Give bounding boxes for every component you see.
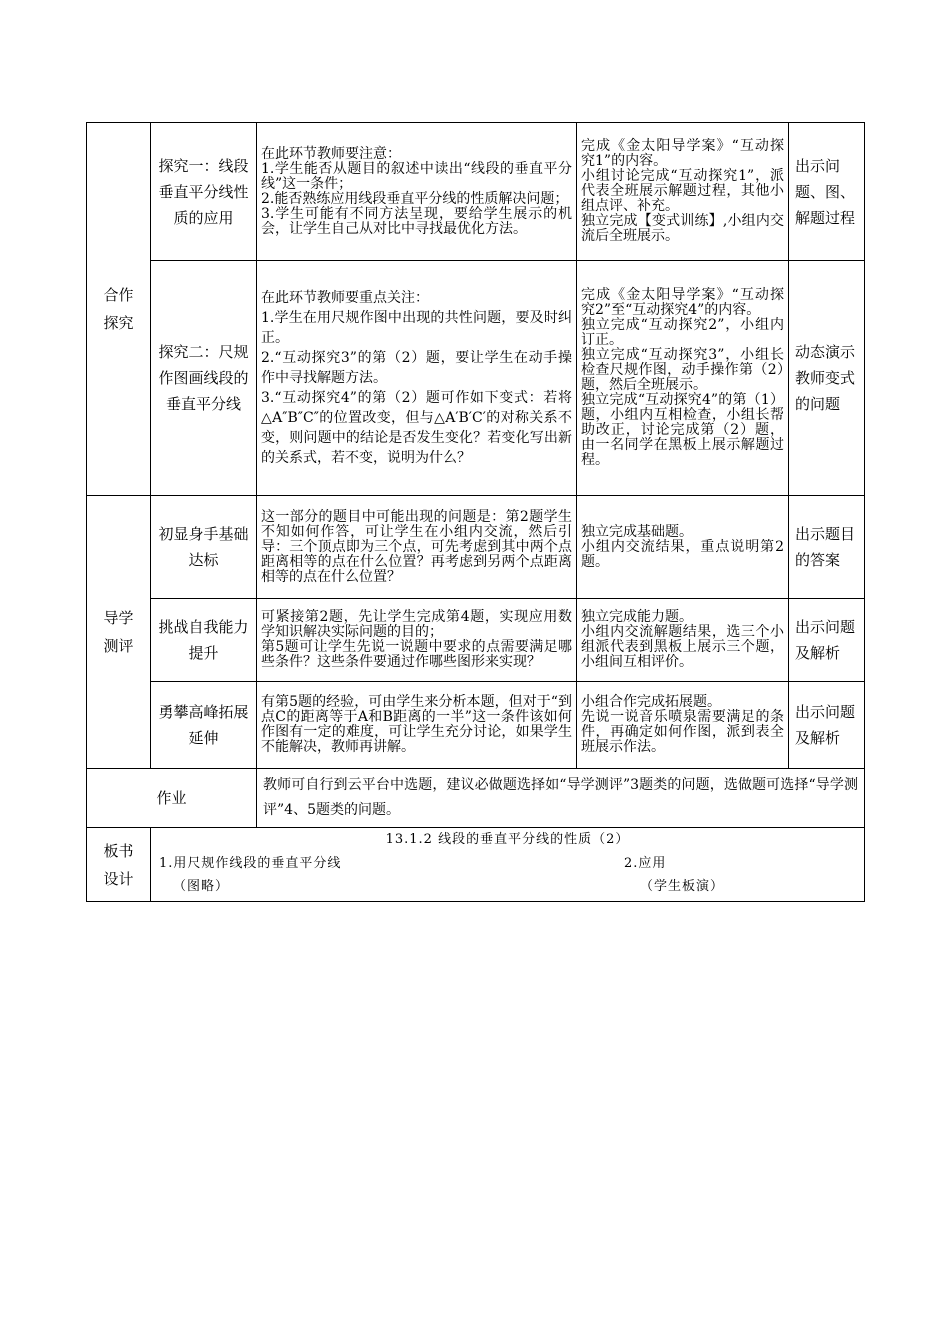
media-cell — [789, 599, 865, 682]
step-cell — [151, 599, 257, 682]
homework-text: 教师可自行到云平台中选题，建议必做题选择如“导学测评”3题类的问题，选做题可选择“导学测评”4、5题类的问题。 — [263, 777, 858, 818]
step-label: 探究一：线段垂直平分线性质的应用 — [158, 156, 249, 227]
media-label: 出示问题及解析 — [795, 703, 856, 747]
step-cell — [151, 682, 257, 769]
section-label: 板书设计 — [103, 841, 134, 888]
teacher-cell — [257, 123, 577, 261]
student-text: 独立完成【变式训练】,小组内交流后全班展示。 — [581, 213, 784, 244]
teacher-text: 2.“互动探究3”的第（2）题，要让学生在动手操作中寻找解题方法。 — [261, 350, 572, 386]
board-headings — [151, 852, 864, 876]
student-cell — [577, 496, 789, 599]
teacher-text: 在此环节教师要重点关注： — [261, 290, 429, 306]
student-cell — [577, 599, 789, 682]
step-cell — [151, 496, 257, 599]
media-label: 出示问题及解析 — [795, 618, 856, 662]
student-text: 完成《金太阳导学案》“互动探究2”至“互动探究4”的内容。 — [581, 287, 784, 318]
table-row — [87, 828, 865, 902]
media-cell — [789, 123, 865, 261]
board-cell — [151, 828, 865, 902]
section-board — [87, 828, 151, 902]
lesson-plan-table — [86, 122, 865, 902]
student-cell — [577, 123, 789, 261]
section-cooperative — [87, 123, 151, 496]
media-label: 出示问题、图、解题过程 — [795, 156, 856, 227]
teacher-text: 3.“互动探究4”的第（2）题可作如下变式：若将△A″B″C″的位置改变，但与△A′B′C′的对称关系不变，则问题中的结论是否发生变化？若变化写出新的关系式，若不变，说明为什么？ — [261, 390, 572, 466]
student-text: 独立完成“互动探究3”，小组长检查尺规作图，动手操作第（2）题，然后全班展示。 — [581, 347, 784, 393]
media-cell — [789, 496, 865, 599]
teacher-text: 第5题可让学生先说一说题中要求的点需要满足哪些条件？这些条件要通过作哪些图形来实现？ — [261, 639, 572, 670]
board-right-heading: 2.应用 — [624, 856, 667, 871]
teacher-cell — [257, 261, 577, 496]
student-cell — [577, 682, 789, 769]
board-notes — [151, 876, 864, 898]
table-row — [87, 769, 865, 828]
teacher-cell — [257, 599, 577, 682]
table-row — [87, 496, 865, 599]
board-title: 13.1.2 线段的垂直平分线的性质（2） — [385, 832, 630, 847]
table-row — [87, 261, 865, 496]
step-label: 探究二：尺规作图画线段的垂直平分线 — [158, 343, 249, 413]
section-homework — [87, 769, 257, 828]
student-text: 小组合作完成拓展题。 — [581, 694, 721, 710]
step-label: 勇攀高峰拓展延伸 — [158, 703, 249, 747]
section-assessment — [87, 496, 151, 769]
student-text: 先说一说音乐喷泉需要满足的条件，再确定如何作图，派到表全班展示作法。 — [581, 709, 784, 755]
section-label: 合作探究 — [103, 286, 134, 332]
teacher-text: 3.学生可能有不同方法呈现，要给学生展示的机会，让学生自己从对比中寻找最优化方法。 — [261, 205, 572, 237]
teacher-text: 在此环节教师要注意： — [261, 145, 401, 162]
step-label: 初显身手基础达标 — [158, 525, 249, 569]
table-row — [87, 599, 865, 682]
student-text: 小组内交流解题结果，选三个小组派代表到黑板上展示三个题，小组间互相评价。 — [581, 624, 784, 670]
media-cell — [789, 261, 865, 496]
table-row — [87, 123, 865, 261]
student-text: 小组讨论完成“互动探究1”，派代表全班展示解题过程，其他小组点评、补充。 — [581, 168, 784, 214]
media-label: 出示题目的答案 — [795, 525, 856, 569]
board-left-heading: 1.用尺规作线段的垂直平分线 — [159, 856, 342, 871]
student-text: 独立完成基础题。 — [581, 523, 693, 540]
step-cell — [151, 261, 257, 496]
teacher-text: 1.学生能否从题目的叙述中读出“线段的垂直平分线”这一条件； — [261, 160, 572, 192]
student-text: 独立完成“互动探究2”，小组内订正。 — [581, 317, 784, 348]
student-text: 独立完成“互动探究4”的第（1）题，小组内互相检查，小组长帮助改正，讨论完成第（2）题，由一名同学在黑板上展示解题过程。 — [581, 392, 784, 468]
step-cell — [151, 123, 257, 261]
board-left-note: （图略） — [173, 879, 230, 894]
section-label: 作业 — [156, 789, 187, 807]
table-row — [87, 682, 865, 769]
student-cell — [577, 261, 789, 496]
media-cell — [789, 682, 865, 769]
student-text: 独立完成能力题。 — [581, 609, 693, 625]
teacher-text: 有第5题的经验，可由学生来分析本题，但对于“到点C的距离等于A和B距离的一半”这一条件该如何作图有一定的难度，可让学生充分讨论，如果学生不能解决，教师再讲解。 — [261, 694, 572, 755]
teacher-text: 1.学生在用尺规作图中出现的共性问题，要及时纠正。 — [261, 310, 572, 346]
media-label: 动态演示教师变式的问题 — [795, 343, 856, 413]
teacher-cell — [257, 496, 577, 599]
teacher-text: 这一部分的题目中可能出现的问题是：第2题学生不知如何作答，可让学生在小组内交流，然后引导：三个顶点即为三个点，可先考虑到其中两个点距离相等的点在什么位置？再考虑到另两个点距离相等的点在什么位置？ — [261, 508, 572, 585]
student-text: 完成《金太阳导学案》“互动探究1”的内容。 — [581, 138, 784, 169]
board-right-note: （学生板演） — [640, 879, 725, 894]
teacher-cell — [257, 682, 577, 769]
teacher-text: 可紧接第2题，先让学生完成第4题，实现应用数学知识解决实际问题的目的； — [261, 609, 572, 640]
teacher-text: 2.能否熟练应用线段垂直平分线的性质解决问题； — [261, 190, 569, 207]
student-text: 小组内交流结果，重点说明第2题。 — [581, 538, 784, 570]
step-label: 挑战自我能力提升 — [158, 618, 249, 662]
homework-cell — [257, 769, 865, 828]
section-label: 导学测评 — [103, 609, 134, 655]
